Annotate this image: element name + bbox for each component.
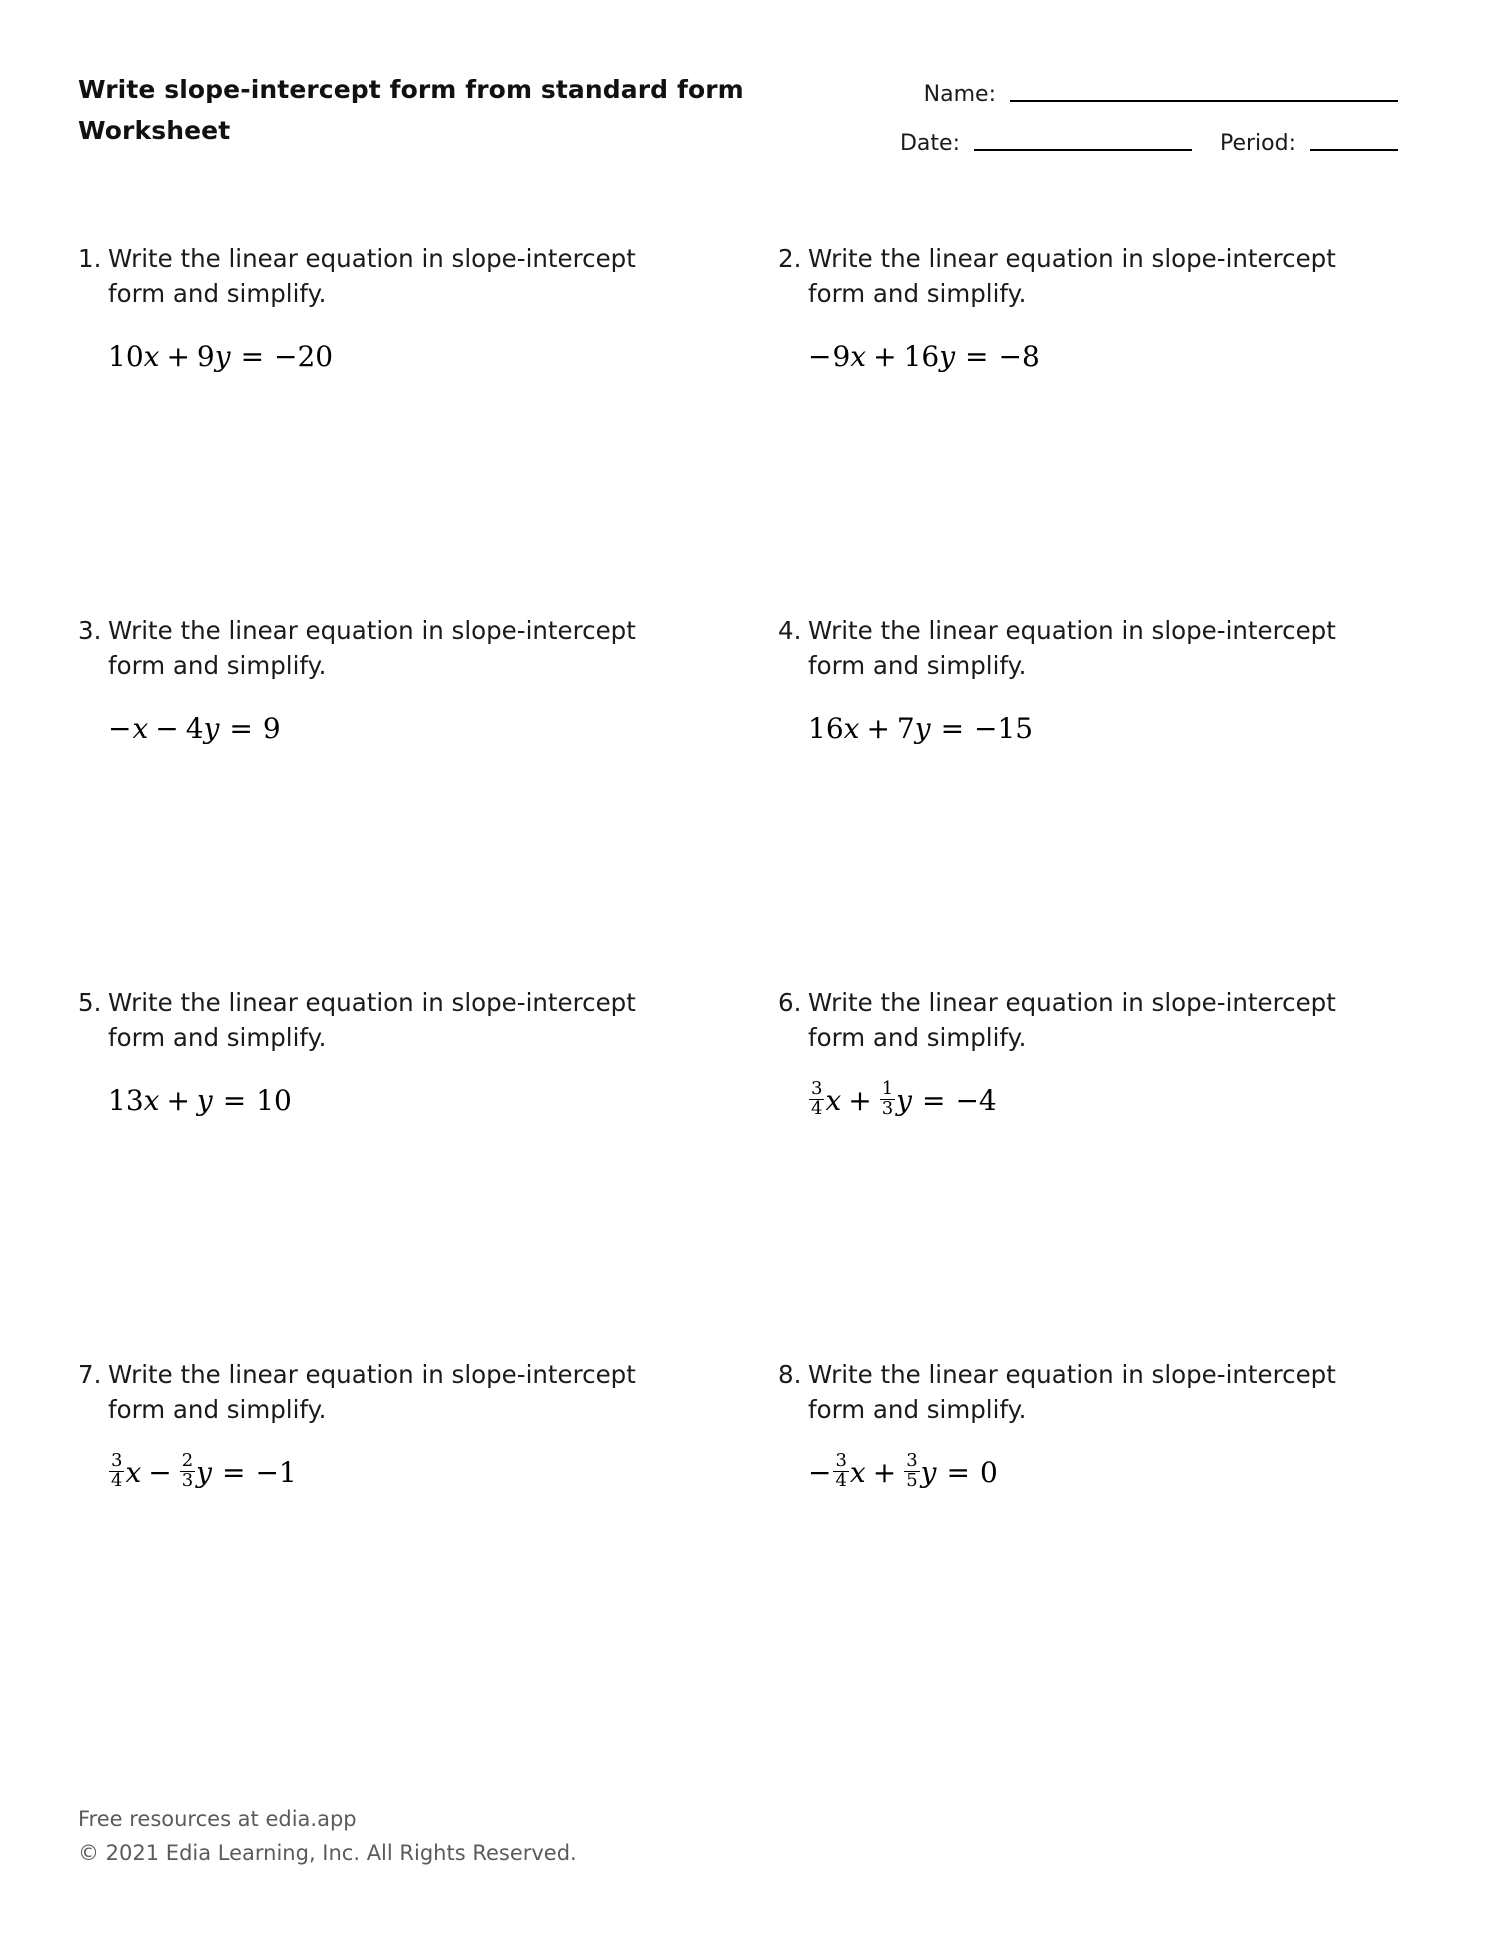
p3-equals: = (229, 712, 253, 746)
p5-operator: + (166, 1084, 190, 1118)
p8-frac2-denominator: 5 (906, 1470, 918, 1492)
problem-1 (78, 242, 778, 614)
problem-3-equation (108, 706, 778, 752)
problem-7-prompt (78, 1358, 698, 1428)
page-title-line-1: Write slope-intercept form from standard form (78, 75, 744, 104)
problem-2-text: Write the linear equation in slope-intercept form and simplify. (808, 244, 1336, 308)
problem-6-equation (808, 1078, 1478, 1124)
problem-1-equation (108, 334, 778, 380)
p2-coef-2: 16 (903, 340, 940, 374)
problem-3-number: 3. (78, 616, 102, 645)
p8-var-1: x (849, 1456, 866, 1490)
problem-1-prompt (78, 242, 698, 312)
p2-lead-sign: − (808, 340, 832, 374)
p6-frac2-numerator: 1 (881, 1078, 894, 1100)
p5-rhs: 10 (256, 1084, 292, 1118)
period-label: Period: (1219, 131, 1296, 156)
problem-5-equation (108, 1078, 778, 1124)
problem-5-prompt (78, 986, 698, 1056)
period-input[interactable] (1310, 149, 1398, 151)
p8-frac2-numerator: 3 (906, 1450, 918, 1472)
problem-4-number: 4. (778, 616, 802, 645)
p7-frac1-numerator: 3 (111, 1450, 123, 1472)
name-label: Name: (923, 82, 996, 107)
p7-frac2-denominator: 3 (181, 1470, 194, 1492)
p2-equals: = (965, 340, 989, 374)
p1-coef-2: 9 (196, 340, 215, 374)
page-title-line-2: Worksheet (78, 115, 231, 145)
p6-fraction-2 (880, 1080, 895, 1118)
p4-equals: = (940, 712, 965, 746)
problem-2-equation (808, 334, 1478, 380)
date-input[interactable] (974, 149, 1192, 151)
problem-4-equation (808, 706, 1478, 752)
p3-lead-sign: − (108, 712, 132, 746)
date-period-row (900, 133, 1398, 156)
p4-rhs: −15 (974, 712, 1034, 746)
name-row (900, 84, 1398, 107)
p1-rhs: −20 (274, 340, 334, 374)
problem-8-equation (808, 1450, 1478, 1496)
p7-fraction-1 (109, 1452, 124, 1490)
name-input[interactable] (1010, 100, 1398, 102)
p1-coef-1: 10 (108, 340, 144, 374)
p6-frac1-numerator: 3 (811, 1078, 823, 1100)
p3-rhs: 9 (262, 712, 281, 746)
p1-equals: = (240, 340, 265, 374)
problem-8-number: 8. (778, 1360, 802, 1389)
page-title (78, 70, 744, 151)
problem-8-text: Write the linear equation in slope-intercept form and simplify. (808, 1360, 1336, 1424)
p7-rhs: −1 (255, 1456, 297, 1490)
p8-rhs: 0 (979, 1456, 998, 1490)
p6-fraction-1 (809, 1080, 824, 1118)
problem-6-text: Write the linear equation in slope-intercept form and simplify. (808, 988, 1336, 1052)
p4-coef-1: 16 (808, 712, 844, 746)
p2-rhs: −8 (998, 340, 1040, 374)
problem-4-prompt (778, 614, 1398, 684)
p7-operator: − (148, 1456, 172, 1490)
p7-frac2-numerator: 2 (181, 1450, 194, 1472)
problem-6-number: 6. (778, 988, 802, 1017)
problem-2 (778, 242, 1478, 614)
problem-5-text: Write the linear equation in slope-intercept form and simplify. (108, 988, 636, 1052)
worksheet-header (78, 0, 1422, 156)
p3-coef-2: 4 (185, 712, 204, 746)
p7-frac1-denominator: 4 (111, 1470, 123, 1492)
p6-var-2: y (896, 1084, 912, 1118)
problem-3-prompt (78, 614, 698, 684)
problem-4 (778, 614, 1478, 986)
p8-fraction-1 (833, 1452, 848, 1490)
p7-var-2: y (196, 1456, 212, 1490)
problem-2-number: 2. (778, 244, 802, 273)
p1-operator: + (166, 340, 190, 374)
problem-4-text: Write the linear equation in slope-intercept form and simplify. (808, 616, 1336, 680)
p3-operator: − (155, 712, 179, 746)
p5-var-2: y (196, 1084, 213, 1118)
p6-frac2-denominator: 3 (881, 1098, 894, 1120)
p6-rhs: −4 (955, 1084, 997, 1118)
p2-coef-1: 9 (832, 340, 851, 374)
problem-8 (778, 1358, 1478, 1730)
p3-var-1: x (132, 712, 149, 746)
p7-equals: = (222, 1456, 246, 1490)
p6-frac1-denominator: 4 (811, 1098, 823, 1120)
problem-5 (78, 986, 778, 1358)
p3-var-2: y (203, 712, 220, 746)
footer-resources-line: Free resources at edia.app (78, 1806, 357, 1831)
p7-var-1: x (125, 1456, 142, 1490)
p8-equals: = (946, 1456, 970, 1490)
p8-operator: + (872, 1456, 897, 1490)
page-footer (78, 1802, 577, 1870)
p6-equals: = (922, 1084, 946, 1118)
p4-var-2: y (914, 712, 931, 746)
p1-var-2: y (214, 340, 231, 374)
p2-var-1: x (850, 340, 867, 374)
student-info-block (900, 84, 1398, 156)
p8-lead-sign: − (808, 1456, 832, 1490)
problem-3 (78, 614, 778, 986)
problem-2-prompt (778, 242, 1398, 312)
problem-1-number: 1. (78, 244, 102, 273)
problem-1-text: Write the linear equation in slope-intercept form and simplify. (108, 244, 636, 308)
p6-operator: + (848, 1084, 872, 1118)
footer-copyright-line: © 2021 Edia Learning, Inc. All Rights Reserved. (78, 1840, 577, 1865)
p2-operator: + (873, 340, 897, 374)
problem-7 (78, 1358, 778, 1730)
p4-var-1: x (843, 712, 860, 746)
problem-6-prompt (778, 986, 1398, 1056)
p8-frac1-denominator: 4 (835, 1470, 847, 1492)
p6-var-1: x (825, 1084, 842, 1118)
p8-fraction-2 (904, 1452, 919, 1490)
p8-var-2: y (920, 1456, 937, 1490)
problems-grid (78, 242, 1422, 1730)
p1-var-1: x (143, 340, 160, 374)
p5-coef-1: 13 (108, 1084, 144, 1118)
problem-7-equation (108, 1450, 778, 1496)
p8-frac1-numerator: 3 (835, 1450, 847, 1472)
p4-operator: + (866, 712, 890, 746)
problem-5-number: 5. (78, 988, 102, 1017)
p2-var-2: y (939, 340, 956, 374)
p5-equals: = (222, 1084, 247, 1118)
p7-fraction-2 (180, 1452, 195, 1490)
problem-7-number: 7. (78, 1360, 102, 1389)
problem-3-text: Write the linear equation in slope-intercept form and simplify. (108, 616, 636, 680)
p4-coef-2: 7 (896, 712, 915, 746)
date-label: Date: (899, 131, 960, 156)
problem-7-text: Write the linear equation in slope-intercept form and simplify. (108, 1360, 636, 1424)
problem-8-prompt (778, 1358, 1398, 1428)
p5-var-1: x (143, 1084, 160, 1118)
problem-6 (778, 986, 1478, 1358)
